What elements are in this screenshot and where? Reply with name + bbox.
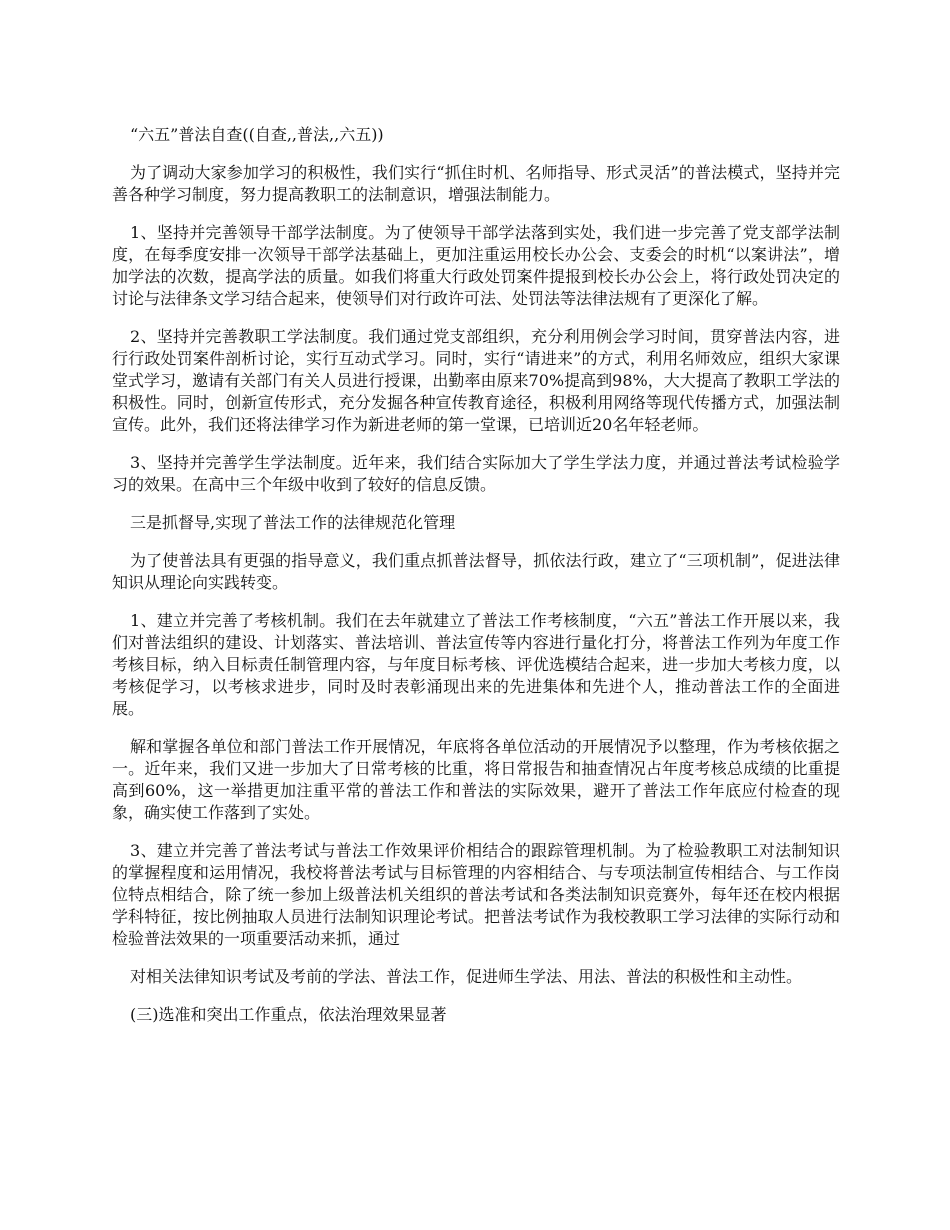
paragraph-exam-tracking: 3、建立并完善了普法考试与普法工作效果评价相结合的跟踪管理机制。为了检验教职工对法制知识的掌握程度和运用情况，我校将普法考试与目标管理的内容相结合、与专项法制宣传相结合、与工作岗位特点相结合，除了统一参加上级普法机关组织的普法考试和各类法制知识竞赛外，每年还在校内根据学科特征，按比例抽取人员进行法制知识理论考试。把普法考试作为我校教职工学习法律的实际行动和检验普法效果的一项重要活动来抓，通过 — [112, 841, 840, 948]
paragraph-assessment: 1、建立并完善了考核机制。我们在去年就建立了普法工作考核制度，“六五”普法工作开展以来，我们对普法组织的建设、计划落实、普法培训、普法宣传等内容进行量化打分，将普法工作列为年度工作考核目标，纳入目标责任制管理内容，与年度目标考核、评优选模结合起来，进一步加大考核力度，以考核促学习，以考核求进步，同时及时表彰涌现出来的先进集体和先进个人，推动普法工作的全面进展。 — [112, 611, 840, 718]
document-page — [112, 124, 840, 1042]
paragraph-intro: 为了调动大家参加学习的积极性，我们实行“抓住时机、名师指导、形式灵活”的普法模式，坚持并完善各种学习制度，努力提高教职工的法制意识，增强法制能力。 — [112, 163, 840, 204]
paragraph-student-study: 3、坚持并完善学生学法制度。近年来，我们结合实际加大了学生学法力度，并通过普法考试检验学习的效果。在高中三个年级中收到了较好的信息反馈。 — [112, 453, 840, 494]
paragraph-daily-assessment: 解和掌握各单位和部门普法工作开展情况，年底将各单位活动的开展情况予以整理，作为考核依据之一。近年来，我们又进一步加大了日常考核的比重，将日常报告和抽查情况占年度考核总成绩的比重提高到60%，这一举措更加注重平常的普法工作和普法的实际效果，避开了普法工作年底应付检查的现象，确实使工作落到了实处。 — [112, 737, 840, 822]
paragraph-leader-study: 1、坚持并完善领导干部学法制度。为了使领导干部学法落到实处，我们进一步完善了党支部学法制度，在每季度安排一次领导干部学法基础上，更加注重运用校长办公会、支委会的时机“以案讲法”，增加学法的次数，提高学法的质量。如我们将重大行政处罚案件提报到校长办公会上，将行政处罚决定的讨论与法律条文学习结合起来，使领导们对行政许可法、处罚法等法律法规有了更深化了解。 — [112, 223, 840, 308]
paragraph-three-mechanisms: 为了使普法具有更强的指导意义，我们重点抓普法督导，抓依法行政，建立了“三项机制”，促进法律知识从理论向实践转变。 — [112, 551, 840, 592]
paragraph-exam-effect: 对相关法律知识考试及考前的学法、普法工作，促进师生学法、用法、普法的积极性和主动性。 — [130, 967, 803, 986]
section-heading-focus: (三)选准和突出工作重点，依法治理效果显著 — [130, 1005, 447, 1024]
paragraph-staff-study: 2、坚持并完善教职工学法制度。我们通过党支部组织，充分利用例会学习时间，贯穿普法内容，进行行政处罚案件剖析讨论，实行互动式学习。同时，实行“请进来”的方式，利用名师效应，组织大家课堂式学习，邀请有关部门有关人员进行授课，出勤率由原来70%提高到98%，大大提高了教职工学法的积极性。同时，创新宣传形式，充分发掘各种宣传教育途径，积极利用网络等现代传播方式，加强法制宣传。此外，我们还将法律学习作为新进老师的第一堂课，已培训近20名年轻老师。 — [112, 327, 840, 434]
document-title: “六五”普法自查((自查,,普法,,六五)) — [130, 125, 384, 144]
section-heading-supervision: 三是抓督导,实现了普法工作的法律规范化管理 — [130, 513, 456, 532]
